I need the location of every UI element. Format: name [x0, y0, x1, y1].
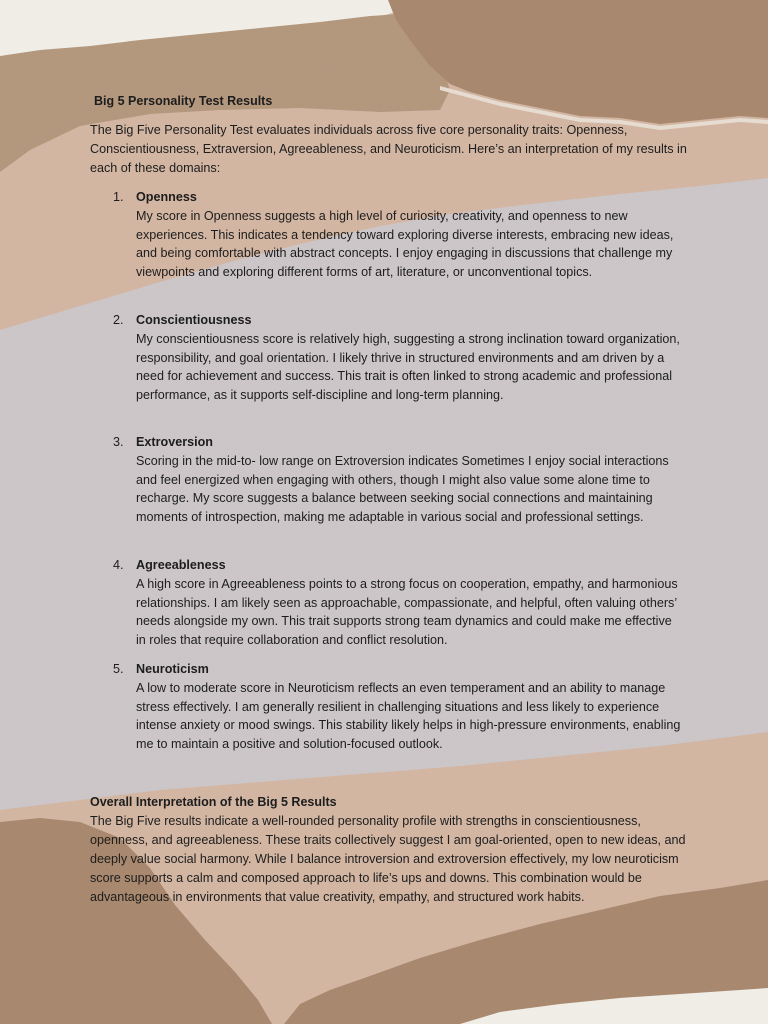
- trait-description: My score in Openness suggests a high level of curiosity, creativity, and openness to new experiences. This indicates a tendency toward exploring diverse interests, embracing new ideas, and being comfortable with abstract concepts. I enjoy engaging in discussions that challenge my viewpoints and exploring different forms of art, literature, or unconventional topics.: [136, 209, 674, 280]
- trait-description: A low to moderate score in Neuroticism reflects an even temperament and an ability to manage stress effectively. I am generally resilient in challenging situations and less likely to experience intense anxiety or mood swings. This stability likely helps in high-pressure environments, enabling me to maintain a positive and solution-focused outlook.: [136, 681, 681, 752]
- trait-heading: Neuroticism: [136, 662, 209, 676]
- document-title: Big 5 Personality Test Results: [94, 94, 273, 108]
- list-number: 1.: [113, 190, 124, 204]
- list-number: 5.: [113, 662, 124, 676]
- trait-heading: Openness: [136, 190, 197, 204]
- list-number: 3.: [113, 435, 124, 449]
- list-number: 2.: [113, 313, 124, 327]
- intro-paragraph: The Big Five Personality Test evaluates individuals across five core personality traits: Openness, Conscientiousness, Extraversion, Agreeableness, and Neuroticism. Here’s an interpretation of my results in each of these domains:: [90, 123, 687, 175]
- trait-heading: Conscientiousness: [136, 313, 252, 327]
- list-number: 4.: [113, 558, 124, 572]
- overall-paragraph: The Big Five results indicate a well-rounded personality profile with strengths in conscientiousness, openness, and agreeableness. These traits collectively suggest I am goal-oriented, open to new ideas, and deeply value social harmony. While I balance introversion and extroversion effectively, my low neuroticism score supports a calm and composed approach to life’s ups and downs. This combination would be advantageous in environments that value creativity, empathy, and structured work habits.: [90, 814, 686, 904]
- trait-heading: Extroversion: [136, 435, 213, 449]
- trait-description: My conscientiousness score is relatively high, suggesting a strong inclination toward organization, responsibility, and goal orientation. I likely thrive in structured environments and am driven by a need for achievement and success. This trait is often linked to strong academic and professional performance, as it supports self-discipline and long-term planning.: [136, 332, 680, 403]
- overall-heading: Overall Interpretation of the Big 5 Results: [90, 795, 337, 809]
- trait-description: Scoring in the mid-to- low range on Extroversion indicates Sometimes I enjoy social interactions and feel energized when engaging with others, though I might also value some alone time to recharge. My score suggests a balance between seeking social connections and maintaining moments of introspection, making me adaptable in various social and professional settings.: [136, 454, 669, 525]
- trait-heading: Agreeableness: [136, 558, 226, 572]
- trait-description: A high score in Agreeableness points to a strong focus on cooperation, empathy, and harmonious relationships. I am likely seen as approachable, compassionate, and helpful, often valuing others’ needs alongside my own. This trait supports strong team dynamics and could make me effective in roles that require collaboration and conflict resolution.: [136, 577, 678, 648]
